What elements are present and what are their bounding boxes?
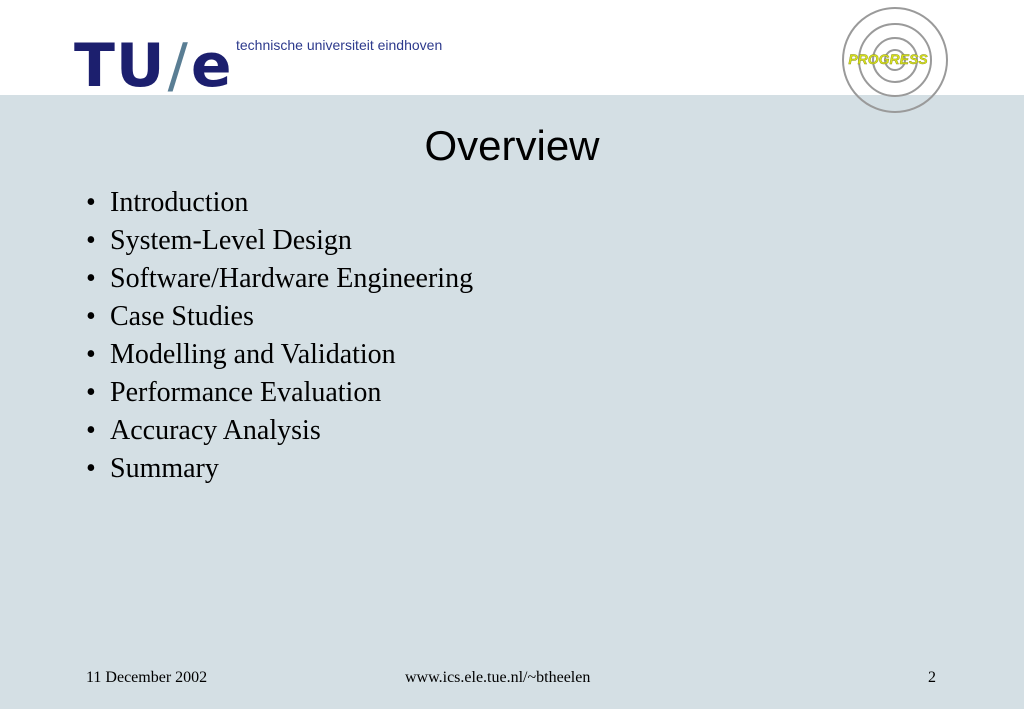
bullet-dot: • xyxy=(86,339,96,370)
bullet-list xyxy=(86,184,473,488)
bullet-item xyxy=(86,450,473,488)
bullet-dot: • xyxy=(86,301,96,332)
bullet-text: Introduction xyxy=(110,187,249,218)
bullet-item xyxy=(86,184,473,222)
bullet-item xyxy=(86,260,473,298)
logo-tu: TU xyxy=(74,31,166,101)
bullet-dot: • xyxy=(86,187,96,218)
logo-e: e xyxy=(190,31,233,101)
footer-date: 11 December 2002 xyxy=(86,669,208,686)
logo-slash: / xyxy=(167,31,189,101)
bullet-dot: • xyxy=(86,453,96,484)
bullet-text: Accuracy Analysis xyxy=(110,415,321,446)
bullet-dot: • xyxy=(86,415,96,446)
bullet-text: System-Level Design xyxy=(110,225,352,256)
slide-title: Overview xyxy=(424,122,600,169)
bullet-item xyxy=(86,374,473,412)
footer-url: www.ics.ele.tue.nl/~btheelen xyxy=(405,669,591,686)
bullet-item xyxy=(86,222,473,260)
bullet-dot: • xyxy=(86,263,96,294)
university-name: technische universiteit eindhoven xyxy=(236,37,443,53)
bullet-text: Performance Evaluation xyxy=(110,377,382,408)
footer-page-number: 2 xyxy=(928,669,936,686)
bullet-dot: • xyxy=(86,225,96,256)
bullet-dot: • xyxy=(86,377,96,408)
bullet-text: Modelling and Validation xyxy=(110,339,396,370)
tue-logo xyxy=(74,30,233,102)
bullet-item xyxy=(86,412,473,450)
bullet-text: Summary xyxy=(110,453,219,484)
bullet-item xyxy=(86,298,473,336)
bullet-text: Case Studies xyxy=(110,301,254,332)
bullet-item xyxy=(86,336,473,374)
progress-logo-text: PROGRESS xyxy=(848,51,928,67)
bullet-text: Software/Hardware Engineering xyxy=(110,263,474,294)
progress-logo xyxy=(820,5,952,115)
